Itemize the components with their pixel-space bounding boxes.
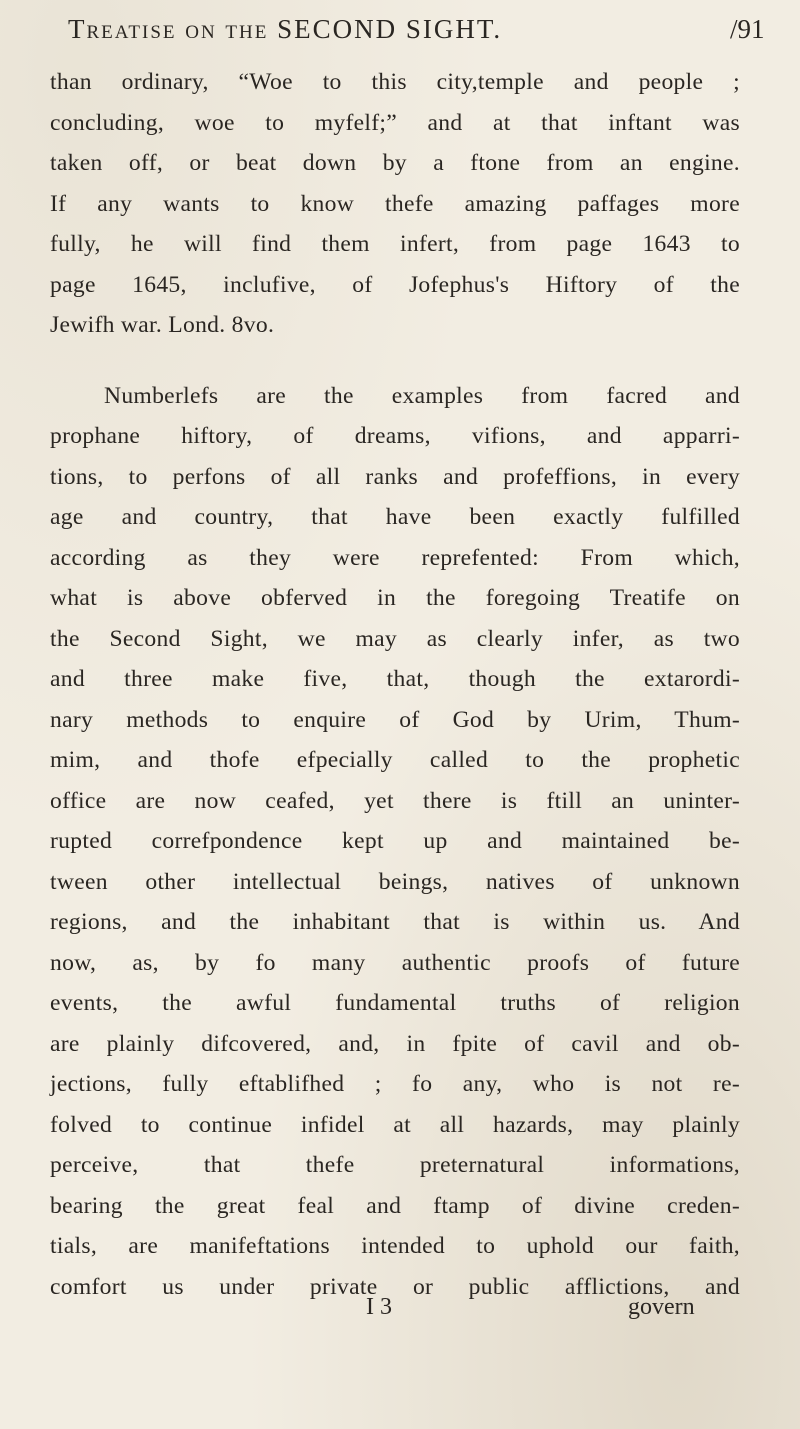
text-line: folved to continue infidel at all hazards, may plainly	[50, 1111, 740, 1138]
text-line: concluding, woe to myfelf;” and at that inftant was	[50, 109, 740, 136]
paragraph-examples	[50, 376, 740, 1308]
catchword: govern	[628, 1294, 695, 1320]
text-line: prophane hiftory, of dreams, vifions, and apparri-	[50, 423, 740, 449]
body-text	[50, 62, 740, 1307]
text-line: bearing the great feal and ftamp of divine creden-	[50, 1192, 740, 1219]
text-line: jections, fully eftablifhed ; fo any, who is not re-	[50, 1071, 740, 1097]
text-line: than ordinary, “Woe to this city,temple and people ;	[50, 69, 740, 95]
text-line: tials, are manifeftations intended to uphold our faith,	[50, 1233, 740, 1259]
text-line: perceive, that thefe preternatural informations,	[50, 1152, 740, 1178]
paragraph-gap	[50, 346, 740, 376]
text-line: age and country, that have been exactly fulfilled	[50, 504, 740, 530]
text-line: what is above obferved in the foregoing Treatife on	[50, 585, 740, 611]
text-line: events, the awful fundamental truths of religion	[50, 990, 740, 1016]
text-line: rupted correfpondence kept up and maintained be-	[50, 828, 740, 854]
text-line: tions, to perfons of all ranks and profeffions, in every	[50, 463, 740, 490]
text-line: page 1645, inclufive, of Jofephus's Hiftory of the	[50, 271, 740, 298]
text-line: Jewifh war. Lond. 8vo.	[50, 312, 275, 338]
text-line: mim, and thofe efpecially called to the prophetic	[50, 747, 740, 773]
running-title: Treatise on the SECOND SIGHT.	[68, 14, 503, 44]
text-line: taken off, or beat down by a ftone from an engine.	[50, 150, 740, 176]
text-line: and three make five, that, though the extarordi-	[50, 666, 740, 692]
paragraph-josephus	[50, 62, 740, 346]
text-line: the Second Sight, we may as clearly infer, as two	[50, 625, 740, 652]
text-line: are plainly difcovered, and, in fpite of cavil and ob-	[50, 1030, 740, 1057]
text-line: comfort us under private or public afflictions, and	[50, 1273, 740, 1300]
text-line: Numberlefs are the examples from facred and	[104, 382, 740, 409]
text-line: regions, and the inhabitant that is within us. And	[50, 909, 740, 935]
page-footer	[0, 1294, 800, 1334]
text-line: now, as, by fo many authentic proofs of future	[50, 949, 740, 976]
page-number: /91	[730, 14, 765, 44]
text-line: nary methods to enquire of God by Urim, Thum-	[50, 706, 740, 733]
running-header	[0, 14, 800, 54]
text-line: If any wants to know thefe amazing paffages more	[50, 190, 740, 217]
text-line: fully, he will find them infert, from page 1643 to	[50, 231, 740, 257]
signature-mark: I 3	[366, 1294, 392, 1320]
text-line: office are now ceafed, yet there is ftill an uninter-	[50, 787, 740, 814]
text-line: according as they were reprefented: From which,	[50, 544, 740, 571]
text-line: tween other intellectual beings, natives of unknown	[50, 868, 740, 895]
